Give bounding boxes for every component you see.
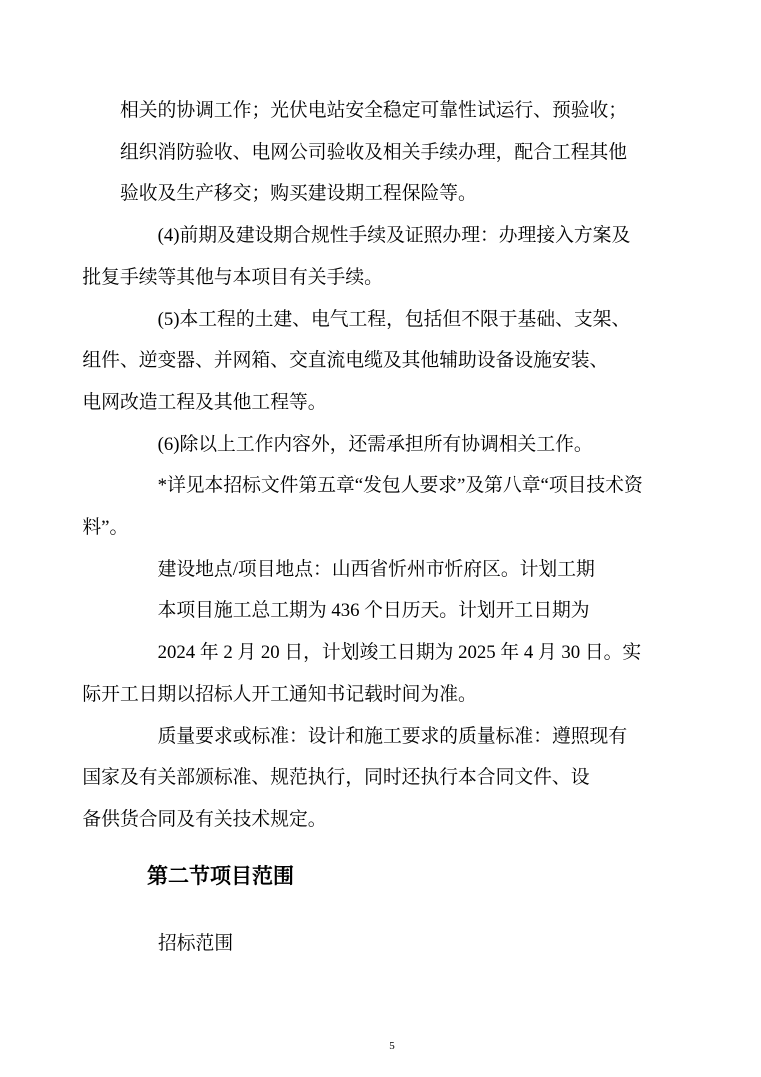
text-line: 质量要求或标准：设计和施工要求的质量标准：遵照现有: [157, 725, 628, 747]
text-line: 组织消防验收、电网公司验收及相关手续办理，配合工程其他: [120, 141, 628, 163]
paragraph-scope-continued: [120, 90, 632, 215]
text-line: (6)除以上工作内容外，还需承担所有协调相关工作。: [157, 433, 593, 455]
text-line: 批复手续等其他与本项目有关手续。: [82, 266, 383, 288]
sub-heading: 招标范围: [158, 933, 234, 954]
text-line: 电网改造工程及其他工程等。: [82, 391, 327, 413]
text-line: 料”。: [82, 517, 129, 539]
paragraph-location: [120, 549, 632, 591]
paragraph-reference-note: [82, 465, 643, 548]
text-line: 组件、逆变器、并网箱、交直流电缆及其他辅助设备设施安装、: [82, 350, 609, 372]
paragraph-dates: [82, 632, 642, 715]
text-line: *详见本招标文件第五章“发包人要求”及第八章“项目技术资: [157, 475, 643, 497]
paragraph-item-6: [120, 424, 632, 466]
paragraph-item-4: [82, 215, 632, 298]
text-line: 本项目施工总工期为 436 个日历天。计划开工日期为: [157, 600, 590, 622]
text-line: 备供货合同及有关技术规定。: [82, 808, 327, 830]
text-line: 际开工日期以招标人开工通知书记载时间为准。: [82, 683, 477, 705]
text-line: (5)本工程的土建、电气工程，包括但不限于基础、支架、: [157, 308, 631, 330]
text-line: 建设地点/项目地点：山西省忻州市忻府区。计划工期: [157, 558, 595, 580]
text-line: (4)前期及建设期合规性手续及证照办理：办理接入方案及: [157, 225, 631, 247]
text-line: 验收及生产移交；购买建设期工程保险等。: [120, 183, 477, 205]
text-line: 相关的协调工作；光伏电站安全稳定可靠性试运行、预验收；: [120, 100, 628, 121]
paragraph-item-5: [82, 299, 632, 424]
body-text: [82, 90, 643, 841]
paragraph-duration: [120, 590, 632, 632]
paragraph-quality: [82, 716, 632, 841]
text-line: 国家及有关部颁标准、规范执行，同时还执行本合同文件、设: [82, 767, 590, 789]
page-number: 5: [389, 1040, 395, 1052]
section-heading: 第二节项目范围: [147, 864, 294, 888]
text-line: 2024 年 2 月 20 日，计划竣工日期为 2025 年 4 月 30 日。实: [157, 642, 642, 664]
